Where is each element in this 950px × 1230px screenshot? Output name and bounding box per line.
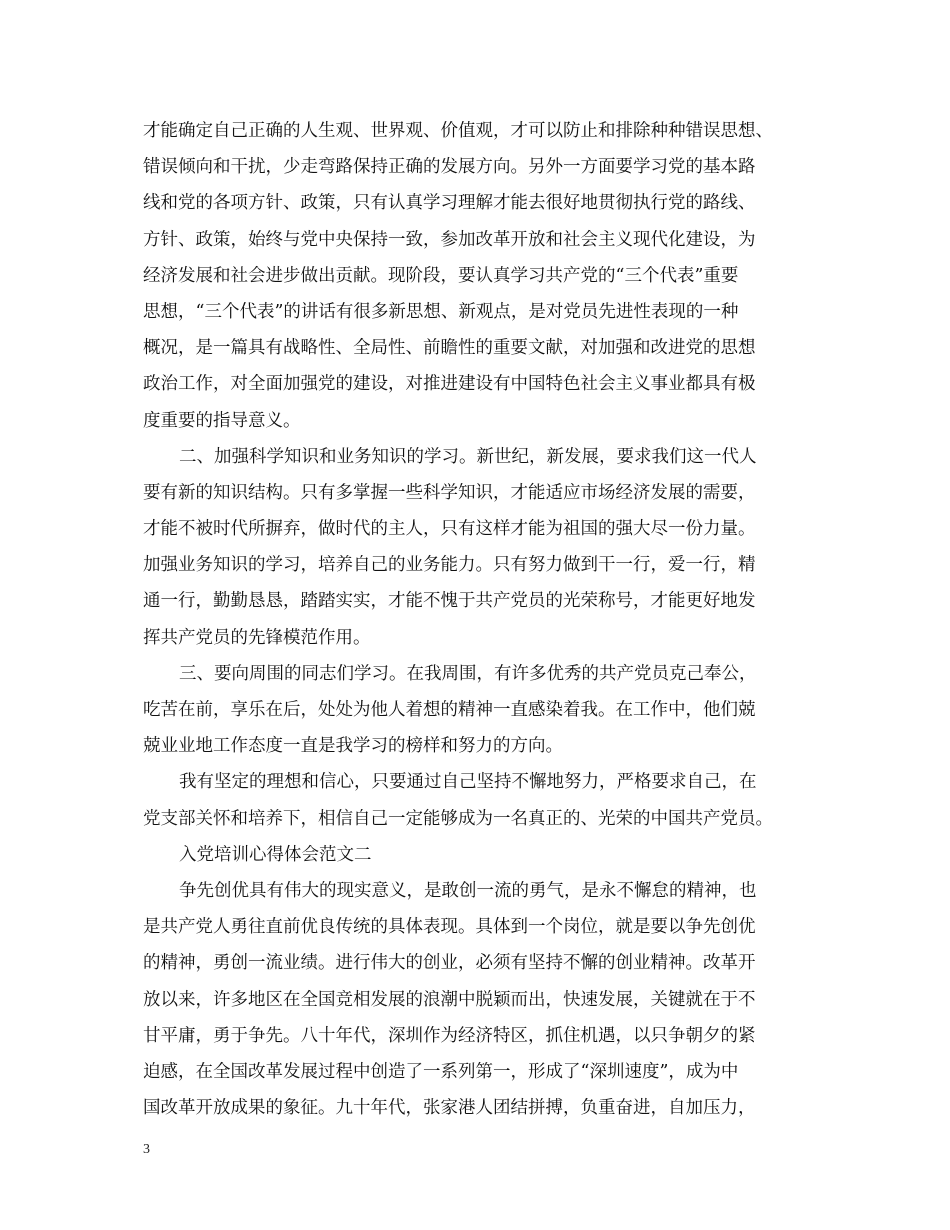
text-line: 思想，“三个代表”的讲话有很多新思想、新观点，是对党员先进性表现的一种 — [143, 301, 739, 322]
paragraph-first-line: 争先创优具有伟大的现实意义，是敢创一流的勇气，是永不懈怠的精神，也 — [179, 880, 757, 901]
text-line: 国改革开放成果的象征。九十年代，张家港人团结拼搏，负重奋进，自加压力， — [143, 1098, 756, 1119]
text-line: 经济发展和社会进步做出贡献。现阶段，要认真学习共产党的“三个代表”重要 — [143, 265, 739, 286]
paragraph-first-line: 二、加强科学知识和业务知识的学习。新世纪，新发展，要求我们这一代人 — [179, 446, 757, 467]
text-line: 线和党的各项方针、政策，只有认真学习理解才能去很好地贯彻执行党的路线、 — [143, 193, 756, 214]
text-line: 通一行，勤勤恳恳，踏踏实实，才能不愧于共产党员的光荣称号，才能更好地发 — [143, 591, 756, 612]
paragraph-first-line: 三、要向周围的同志们学习。在我周围，有许多优秀的共产党员克己奉公， — [179, 663, 757, 684]
text-line: 党支部关怀和培养下，相信自己一定能够成为一名真正的、光荣的中国共产党员。 — [143, 808, 773, 829]
page-number: 3 — [143, 1142, 150, 1157]
text-line: 吃苦在前，享乐在后，处处为他人着想的精神一直感染着我。在工作中，他们兢 — [143, 700, 756, 720]
text-line: 要有新的知识结构。只有多掌握一些科学知识，才能适应市场经济发展的需要， — [143, 482, 756, 503]
text-line: 错误倾向和干扰，少走弯路保持正确的发展方向。另外一方面要学习党的基本路 — [143, 157, 756, 178]
text-line: 方针、政策，始终与党中央保持一致，参加改革开放和社会主义现代化建设，为 — [143, 229, 756, 250]
section-heading: 入党培训心得体会范文二 — [179, 844, 372, 865]
text-line: 政治工作，对全面加强党的建设，对推进建设有中国特色社会主义事业都具有极 — [143, 374, 756, 395]
text-line: 是共产党人勇往直前优良传统的具体表现。具体到一个岗位，就是要以争先创优 — [143, 917, 756, 938]
text-line: 概况，是一篇具有战略性、全局性、前瞻性的重要文献，对加强和改进党的思想 — [143, 338, 756, 359]
text-line: 挥共产党员的先锋模范作用。 — [143, 627, 371, 648]
text-line: 才能确定自己正确的人生观、世界观、价值观，才可以防止和排除种种错误思想、 — [143, 121, 773, 141]
text-line: 放以来，许多地区在全国竞相发展的浪潮中脱颖而出，快速发展，关键就在于不 — [143, 989, 756, 1010]
text-line: 甘平庸，勇于争先。八十年代，深圳作为经济特区，抓住机遇，以只争朝夕的紧 — [143, 1025, 756, 1046]
text-line: 迫感，在全国改革发展过程中创造了一系列第一，形成了“深圳速度”，成为中 — [143, 1061, 739, 1082]
text-line: 加强业务知识的学习，培养自己的业务能力。只有努力做到干一行，爱一行，精 — [143, 555, 756, 576]
text-line: 才能不被时代所摒弃，做时代的主人，只有这样才能为祖国的强大尽一份力量。 — [143, 519, 756, 540]
document-body — [143, 113, 823, 1126]
text-line: 度重要的指导意义。 — [143, 410, 301, 431]
paragraph-first-line: 我有坚定的理想和信心，只要通过自己坚持不懈地努力，严格要求自己，在 — [179, 772, 757, 793]
text-line: 兢业业地工作态度一直是我学习的榜样和努力的方向。 — [143, 736, 563, 757]
text-line: 的精神，勇创一流业绩。进行伟大的创业，必须有坚持不懈的创业精神。改革开 — [143, 953, 756, 974]
